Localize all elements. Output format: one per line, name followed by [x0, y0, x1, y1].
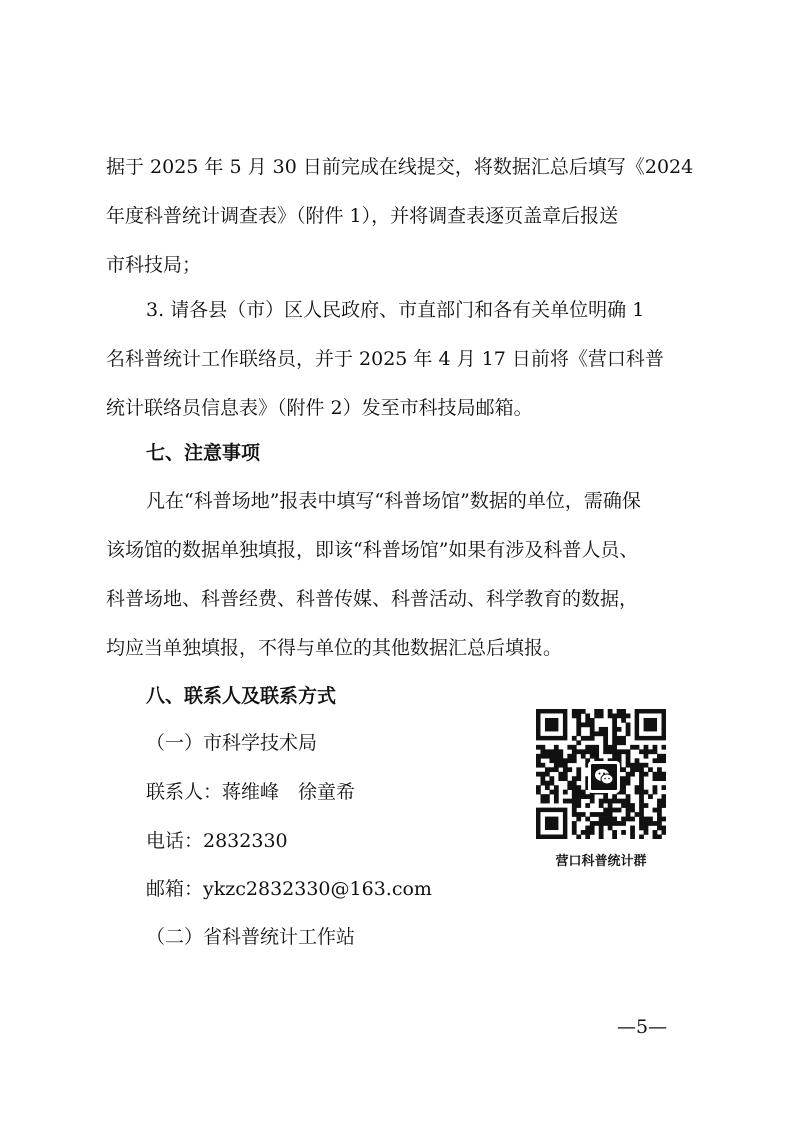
paragraph-line: 凡在“科普场地”报表中填写“科普场馆”数据的单位，需确保: [146, 490, 641, 512]
email-address: 邮箱：ykzc2832330@163.com: [146, 878, 432, 900]
paragraph-line: 统计联络员信息表》（附件 2）发至市科技局邮箱。: [106, 397, 533, 419]
qr-code: [536, 709, 666, 839]
org-2-label: （二）省科普统计工作站: [146, 926, 356, 948]
phone-number: 电话：2832330: [146, 830, 288, 852]
wechat-icon: [588, 761, 620, 793]
contact-person: 联系人：蒋维峰 徐童希: [146, 781, 356, 803]
paragraph-line: 科普场地、科普经费、科普传媒、科普活动、科学教育的数据，: [106, 588, 639, 610]
paragraph-line: 该场馆的数据单独填报，即该“科普场馆”如果有涉及科普人员、: [106, 539, 639, 561]
paragraph-line: 年度科普统计调查表》（附件 1），并将调查表逐页盖章后报送: [106, 205, 619, 227]
org-1-label: （一）市科学技术局: [146, 732, 318, 754]
paragraph-line: 名科普统计工作联络员，并于 2025 年 4 月 17 日前将《营口科普: [106, 348, 664, 370]
paragraph-line: 据于 2025 年 5 月 30 日前完成在线提交，将数据汇总后填写《2024: [106, 156, 694, 178]
section-7-paragraph: [106, 477, 696, 673]
continuation-paragraph: [106, 143, 696, 290]
paragraph-line: 3. 请各县（市）区人民政府、市直部门和各有关单位明确 1: [146, 299, 645, 321]
section-8-heading: 八、联系人及联系方式: [146, 685, 337, 707]
paragraph-line: 市科技局；: [106, 254, 202, 276]
item-3-paragraph: [106, 286, 696, 433]
paragraph-line: 均应当单独填报，不得与单位的其他数据汇总后填报。: [106, 637, 563, 659]
section-7-heading: 七、注意事项: [146, 442, 261, 464]
page-number: —5—: [617, 1016, 668, 1038]
qr-caption: 营口科普统计群: [555, 854, 647, 869]
